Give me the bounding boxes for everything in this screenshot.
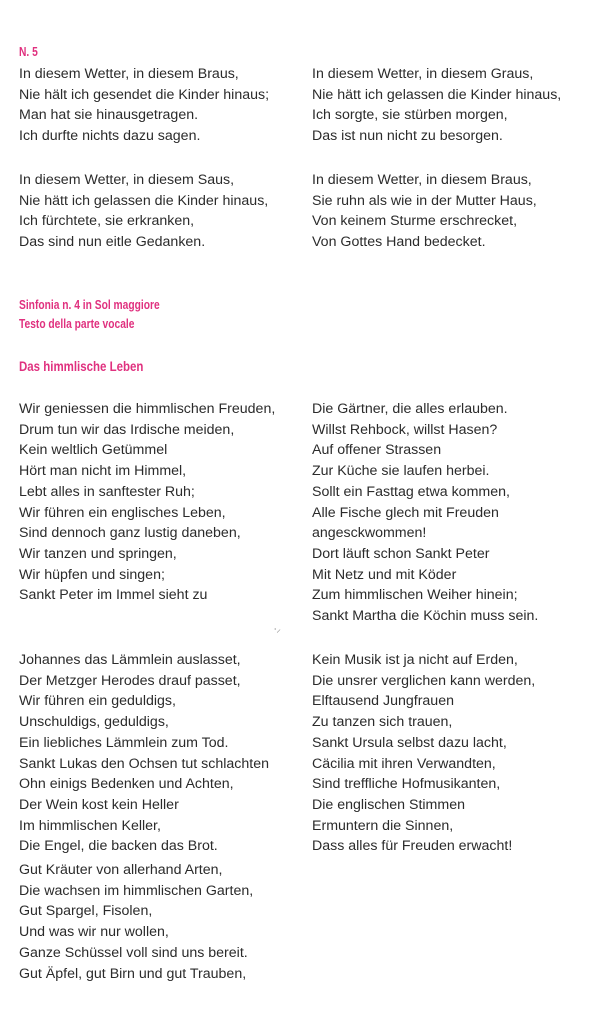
poem-line: Von Gottes Hand bedecket. bbox=[312, 234, 486, 251]
poem-line: Dort läuft schon Sankt Peter bbox=[312, 545, 490, 562]
poem-line: Die unsrer verglichen kann werden, bbox=[312, 672, 536, 689]
poem-line: Ermuntern die Sinnen, bbox=[312, 817, 454, 834]
poem-line: Ein liebliches Lämmlein zum Tod. bbox=[19, 734, 229, 751]
stanza-sinfonia-left-3 bbox=[19, 860, 253, 984]
poem-line: Im himmlischen Keller, bbox=[19, 817, 161, 834]
stray-mark-decoration: ⸱⸝ bbox=[274, 624, 281, 634]
poem-line: Alle Fische glech mit Freuden bbox=[312, 504, 499, 521]
poem-line: Auf offener Strassen bbox=[312, 442, 442, 459]
stanza-n5-right-2 bbox=[312, 170, 537, 253]
poem-line: Willst Rehbock, willst Hasen? bbox=[312, 421, 498, 438]
poem-line: In diesem Wetter, in diesem Saus, bbox=[19, 172, 235, 188]
poem-line: Dass alles für Freuden erwacht! bbox=[312, 838, 513, 855]
poem-line: Gut Äpfel, gut Birn und gut Trauben, bbox=[19, 965, 247, 982]
poem-line: Der Metzger Herodes drauf passet, bbox=[19, 672, 241, 689]
poem-line: Ganze Schüssel voll sind uns bereit. bbox=[19, 944, 248, 961]
poem-line: Wir geniessen die himmlischen Freuden, bbox=[19, 401, 276, 417]
poem-line: Lebt alles in sanftester Ruh; bbox=[19, 483, 195, 500]
poem-line: Der Wein kost kein Heller bbox=[19, 796, 179, 813]
poem-line: Wir tanzen und springen, bbox=[19, 545, 177, 562]
poem-line: Mit Netz und mit Köder bbox=[312, 566, 457, 583]
poem-line: Sollt ein Fasttag etwa kommen, bbox=[312, 483, 510, 500]
stanza-sinfonia-left-2 bbox=[19, 650, 269, 857]
sinfonia-heading: Sinfonia n. 4 in Sol maggiore bbox=[19, 298, 160, 312]
poem-line: Drum tun wir das Irdische meiden, bbox=[19, 421, 235, 438]
poem-line: Kein Musik ist ja nicht auf Erden, bbox=[312, 652, 518, 668]
poem-line: Johannes das Lämmlein auslasset, bbox=[19, 652, 241, 668]
poem-line: Cäcilia mit ihren Verwandten, bbox=[312, 755, 496, 772]
poem-line: Zur Küche sie laufen herbei. bbox=[312, 463, 490, 480]
poem-line: Die englischen Stimmen bbox=[312, 796, 465, 813]
poem-line: Die wachsen im himmlischen Garten, bbox=[19, 882, 254, 899]
poem-line: Nie hätt ich gelassen die Kinder hinaus, bbox=[312, 86, 562, 103]
poem-line: Von keinem Sturme erschrecket, bbox=[312, 213, 518, 230]
poem-line: Ich sorgte, sie stürben morgen, bbox=[312, 107, 508, 124]
poem-line: Die Engel, die backen das Brot. bbox=[19, 838, 218, 855]
poem-line: Sie ruhn als wie in der Mutter Haus, bbox=[312, 192, 537, 209]
poem-line: Gut Spargel, Fisolen, bbox=[19, 903, 153, 920]
sinfonia-subheading: Testo della parte vocale bbox=[19, 317, 135, 331]
stanza-n5-right-1 bbox=[312, 64, 561, 147]
poem-line: angesckwommen! bbox=[312, 525, 427, 542]
section-number-heading: N. 5 bbox=[19, 45, 38, 59]
poem-line: Zu tanzen sich trauen, bbox=[312, 714, 453, 731]
stanza-n5-left-1 bbox=[19, 64, 269, 147]
poem-line: In diesem Wetter, in diesem Graus, bbox=[312, 66, 534, 82]
poem-line: Die Gärtner, die alles erlauben. bbox=[312, 401, 508, 417]
poem-line: Unschuldigs, geduldigs, bbox=[19, 714, 169, 731]
poem-title: Das himmlische Leben bbox=[19, 358, 144, 374]
poem-line: Ohn einigs Bedenken und Achten, bbox=[19, 776, 234, 793]
poem-line: Nie hätt ich gelassen die Kinder hinaus, bbox=[19, 192, 269, 209]
poem-line: Und was wir nur wollen, bbox=[19, 924, 169, 941]
poem-line: Sind dennoch ganz lustig daneben, bbox=[19, 525, 241, 542]
poem-line: In diesem Wetter, in diesem Braus, bbox=[19, 66, 239, 82]
poem-line: Sind treffliche Hofmusikanten, bbox=[312, 776, 501, 793]
poem-line: Wir führen ein englisches Leben, bbox=[19, 504, 226, 521]
poem-line: In diesem Wetter, in diesem Braus, bbox=[312, 172, 532, 188]
poem-line: Ich durfte nichts dazu sagen. bbox=[19, 128, 201, 145]
poem-line: Nie hält ich gesendet die Kinder hinaus; bbox=[19, 86, 270, 103]
stanza-sinfonia-right-2 bbox=[312, 650, 535, 857]
stanza-n5-left-2 bbox=[19, 170, 268, 253]
poem-line: Wir hüpfen und singen; bbox=[19, 566, 165, 583]
poem-line: Wir führen ein geduldigs, bbox=[19, 693, 176, 710]
poem-line: Sankt Martha die Köchin muss sein. bbox=[312, 608, 539, 625]
poem-line: Sankt Ursula selbst dazu lacht, bbox=[312, 734, 507, 751]
poem-line: Man hat sie hinausgetragen. bbox=[19, 107, 199, 124]
stanza-sinfonia-right-1 bbox=[312, 399, 538, 627]
poem-line: Sankt Peter im Immel sieht zu bbox=[19, 587, 208, 604]
poem-line: Das ist nun nicht zu besorgen. bbox=[312, 128, 503, 145]
poem-line: Kein weltlich Getümmel bbox=[19, 442, 168, 459]
stanza-sinfonia-left-1 bbox=[19, 399, 275, 606]
poem-line: Sankt Lukas den Ochsen tut schlachten bbox=[19, 755, 270, 772]
poem-line: Hört man nicht im Himmel, bbox=[19, 463, 187, 480]
poem-line: Das sind nun eitle Gedanken. bbox=[19, 234, 206, 251]
poem-line: Ich fürchtete, sie erkranken, bbox=[19, 213, 195, 230]
poem-line: Zum himmlischen Weiher hinein; bbox=[312, 587, 518, 604]
poem-line: Elftausend Jungfrauen bbox=[312, 693, 454, 710]
poem-line: Gut Kräuter von allerhand Arten, bbox=[19, 862, 223, 878]
